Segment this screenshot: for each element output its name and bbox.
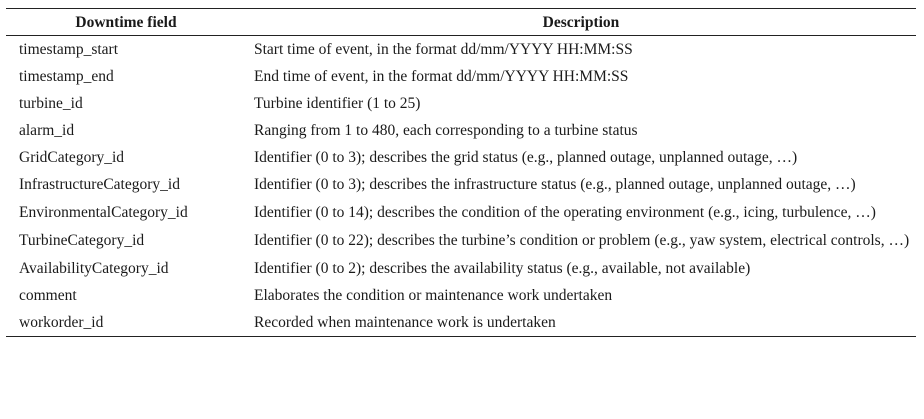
field-description: Identifier (0 to 3); describes the infrastructure status (e.g., planned outage, unplanned outage, …): [254, 176, 856, 193]
table-row: [6, 171, 916, 199]
field-name: EnvironmentalCategory_id: [19, 204, 188, 221]
table-row: [6, 227, 916, 255]
field-name: timestamp_end: [19, 68, 114, 85]
field-description: Identifier (0 to 22); describes the turbine’s condition or problem (e.g., yaw system, electrical controls, …): [254, 232, 910, 249]
field-description: End time of event, in the format dd/mm/YYYY HH:MM:SS: [254, 68, 629, 85]
field-name: turbine_id: [19, 95, 83, 112]
downtime-fields-table: [6, 8, 916, 337]
column-header-field: Downtime field: [6, 9, 246, 36]
table-row: [6, 255, 916, 282]
field-description: Identifier (0 to 2); describes the availability status (e.g., available, not available): [254, 260, 751, 277]
table-row: [6, 117, 916, 144]
field-description: Start time of event, in the format dd/mm/YYYY HH:MM:SS: [254, 41, 633, 58]
field-description: Turbine identifier (1 to 25): [254, 95, 421, 112]
field-description: Identifier (0 to 3); describes the grid status (e.g., planned outage, unplanned outage, …): [254, 149, 798, 166]
field-name: InfrastructureCategory_id: [19, 176, 180, 193]
table-row: [6, 36, 916, 64]
field-name: timestamp_start: [19, 41, 119, 58]
table-row: [6, 90, 916, 117]
table-row: [6, 63, 916, 90]
field-name: TurbineCategory_id: [19, 232, 145, 249]
downtime-fields-table-container: [6, 8, 916, 337]
field-name: AvailabilityCategory_id: [19, 260, 169, 277]
table-row: [6, 144, 916, 171]
header-row: [6, 9, 916, 36]
field-name: GridCategory_id: [19, 149, 125, 166]
table-row: [6, 309, 916, 337]
table-row: [6, 199, 916, 227]
field-name: alarm_id: [19, 122, 75, 139]
table-row: [6, 282, 916, 309]
field-description: Recorded when maintenance work is undertaken: [246, 309, 916, 337]
field-description: Elaborates the condition or maintenance work undertaken: [254, 287, 613, 304]
field-name: comment: [19, 287, 77, 304]
column-header-description: Description: [246, 9, 916, 36]
field-description: Identifier (0 to 14); describes the condition of the operating environment (e.g., icing, turbulence, …): [254, 204, 876, 221]
field-description: Ranging from 1 to 480, each corresponding to a turbine status: [254, 122, 638, 139]
field-name: workorder_id: [6, 309, 246, 337]
